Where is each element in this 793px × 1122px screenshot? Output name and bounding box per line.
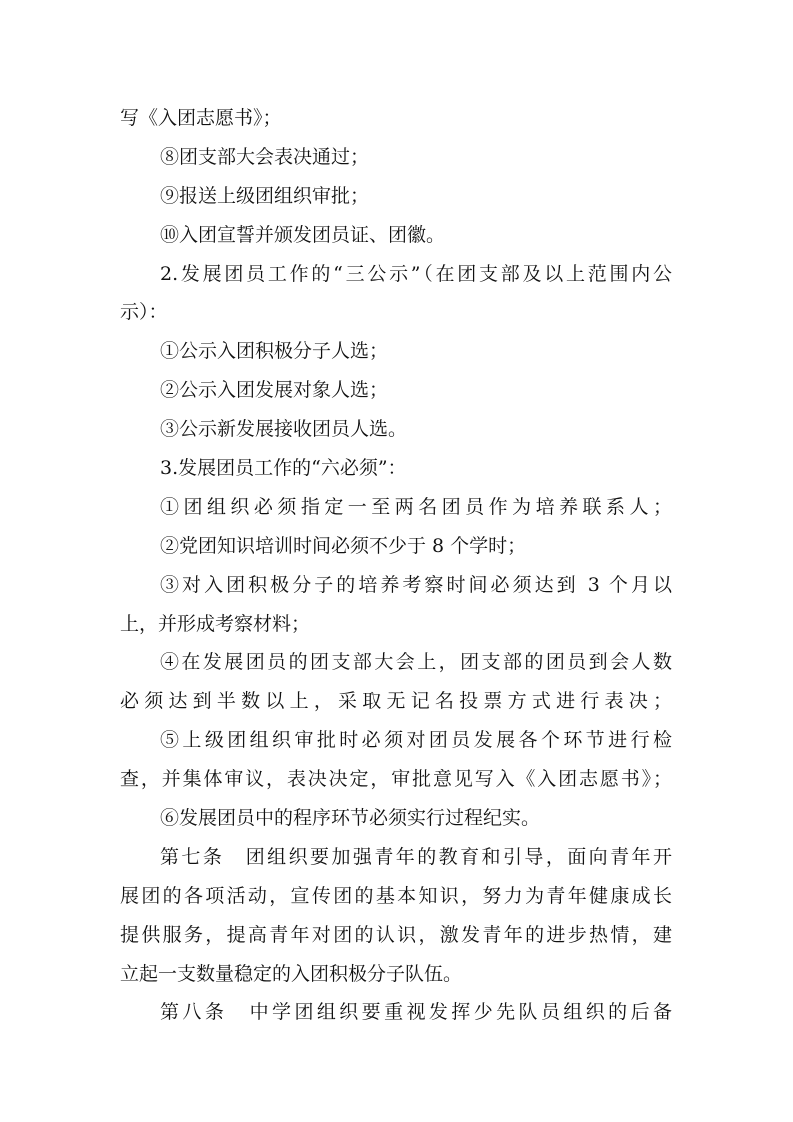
text-line: 上，并形成考察材料；	[120, 612, 311, 635]
text-line: 查，并集体审议，表决决定，审批意见写入《入团志愿书》；	[120, 768, 672, 791]
text-line: ⑨报送上级团组织审批；	[160, 184, 370, 207]
text-line: ⑧团支部大会表决通过；	[160, 145, 370, 168]
text-line: ⑩入团宣誓并颁发团员证、团徽。	[160, 223, 446, 246]
text-line: ①公示入团积极分子人选；	[160, 340, 389, 363]
text-line: ④在发展团员的团支部大会上，团支部的团员到会人数	[160, 651, 672, 674]
text-line: 必须达到半数以上，采取无记名投票方式进行表决；	[120, 690, 672, 713]
text-line: ③对入团积极分子的培养考察时间必须达到 3 个月以	[160, 573, 672, 596]
text-line: 提供服务，提高青年对团的认识，激发青年的进步热情，建	[120, 923, 672, 946]
text-line: ①团组织必须指定一至两名团员作为培养联系人；	[160, 495, 672, 518]
text-line: ③公示新发展接收团员人选。	[160, 418, 408, 441]
text-line: 写《入团志愿书》；	[120, 107, 282, 129]
text-line: 第七条 团组织要加强青年的教育和引导，面向青年开	[160, 845, 672, 868]
text-line: 2.发展团员工作的“三公示”（在团支部及以上范围内公	[160, 262, 672, 285]
text-line: 立起一支数量稳定的入团积极分子队伍。	[120, 962, 463, 985]
text-line: 示）：	[120, 301, 168, 324]
text-line: ②公示入团发展对象人选；	[160, 379, 389, 402]
text-line: 第八条 中学团组织要重视发挥少先队员组织的后备	[160, 1001, 672, 1024]
text-line: ⑤上级团组织审批时必须对团员发展各个环节进行检	[160, 729, 672, 752]
text-line: ⑥发展团员中的程序环节必须实行过程纪实。	[160, 807, 541, 830]
document-body	[120, 99, 672, 1032]
text-line: ②党团知识培训时间必须不少于 8 个学时；	[160, 534, 527, 557]
text-line: 展团的各项活动，宣传团的基本知识，努力为青年健康成长	[120, 884, 672, 907]
text-line: 3.发展团员工作的“六必须”：	[160, 457, 407, 480]
